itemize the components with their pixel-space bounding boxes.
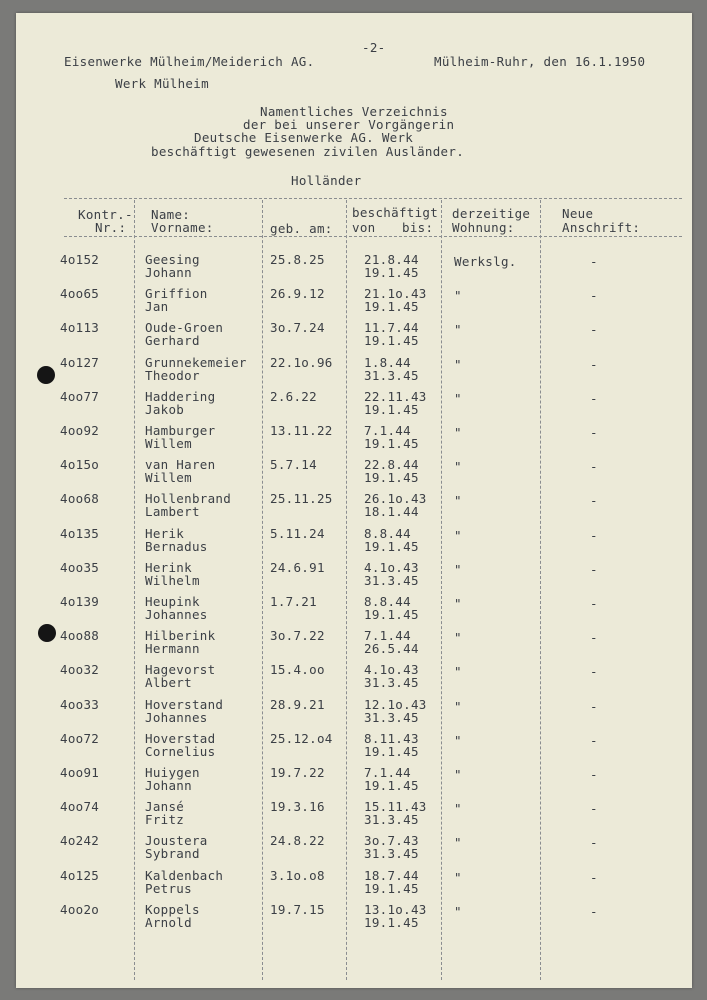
col-geb: geb. am:	[270, 221, 333, 236]
employed-from: 22.8.44	[364, 457, 419, 473]
current-residence: "	[454, 630, 462, 646]
birth-date: 1.7.21	[270, 594, 317, 609]
employed-until: 31.3.45	[364, 846, 419, 862]
kontr-nr: 4oo92	[60, 423, 100, 438]
employed-from: 21.1o.43	[364, 286, 427, 302]
employed-from: 4.1o.43	[364, 662, 419, 678]
employed-from: 26.1o.43	[364, 491, 427, 507]
first-name: Bernadus	[145, 538, 208, 554]
new-address: -	[590, 801, 598, 817]
surname: Huiygen	[145, 765, 200, 780]
table-row	[0, 766, 707, 800]
kontr-nr: 4o152	[60, 252, 100, 267]
employed-from: 1.8.44	[364, 354, 411, 370]
employed-from: 18.7.44	[364, 867, 419, 883]
birth-date: 3o.7.22	[270, 628, 325, 644]
kontr-nr: 4o125	[60, 867, 100, 883]
birth-date: 26.9.12	[270, 286, 325, 302]
table-rule-header	[64, 236, 682, 237]
new-address: -	[590, 356, 598, 372]
current-residence: "	[454, 732, 462, 748]
first-name: Gerhard	[145, 333, 200, 349]
first-name: Fritz	[145, 812, 185, 828]
employed-until: 19.1.45	[364, 333, 419, 349]
current-residence: "	[454, 664, 462, 680]
birth-date: 22.1o.96	[270, 354, 333, 370]
new-address: -	[590, 698, 598, 714]
new-address: -	[590, 493, 598, 509]
employed-from: 3o.7.43	[364, 833, 419, 849]
table-row	[0, 595, 707, 629]
kontr-nr: 4oo68	[60, 491, 100, 507]
employed-until: 26.5.44	[364, 641, 419, 657]
col-wohnung-line2: Wohnung:	[452, 220, 515, 235]
employed-until: 19.1.45	[364, 265, 419, 280]
table-row	[0, 800, 707, 834]
first-name: Cornelius	[145, 743, 216, 759]
employed-until: 19.1.45	[364, 778, 419, 793]
surname: Hollenbrand	[145, 491, 232, 507]
new-address: -	[590, 732, 598, 748]
kontr-nr: 4oo74	[60, 799, 100, 815]
new-address: -	[590, 527, 598, 543]
surname: van Haren	[145, 457, 216, 473]
table-row	[0, 663, 707, 697]
new-address: -	[590, 630, 598, 646]
kontr-nr: 4o127	[60, 354, 100, 370]
first-name: Jan	[145, 299, 169, 315]
current-residence: "	[454, 390, 462, 406]
employed-from: 8.8.44	[364, 594, 411, 609]
employed-until: 19.1.45	[364, 470, 419, 486]
employed-until: 31.3.45	[364, 709, 419, 725]
table-row	[0, 903, 707, 937]
surname: Koppels	[145, 901, 200, 917]
employed-from: 7.1.44	[364, 423, 411, 438]
place-date: Mülheim-Ruhr, den 16.1.1950	[434, 54, 646, 69]
current-residence: "	[454, 493, 462, 509]
employed-from: 12.1o.43	[364, 696, 427, 712]
birth-date: 25.8.25	[270, 252, 325, 267]
kontr-nr: 4oo65	[60, 286, 100, 302]
kontr-nr: 4o113	[60, 320, 100, 336]
current-residence: "	[454, 356, 462, 372]
table-row	[0, 356, 707, 390]
current-residence: "	[454, 288, 462, 304]
title-line-3: Deutsche Eisenwerke AG. Werk	[194, 130, 414, 145]
surname: Hagevorst	[145, 662, 216, 678]
new-address: -	[590, 561, 598, 577]
surname: Heupink	[145, 594, 200, 609]
first-name: Sybrand	[145, 846, 200, 862]
col-name-line2: Vorname:	[151, 220, 214, 235]
birth-date: 19.7.22	[270, 765, 325, 780]
kontr-nr: 4o139	[60, 594, 100, 609]
new-address: -	[590, 459, 598, 475]
employed-from: 4.1o.43	[364, 559, 419, 575]
surname: Hoverstad	[145, 730, 216, 746]
new-address: -	[590, 664, 598, 680]
current-residence: "	[454, 527, 462, 543]
kontr-nr: 4oo77	[60, 388, 100, 404]
surname: Herik	[145, 525, 185, 541]
new-address: -	[590, 767, 598, 782]
table-row	[0, 321, 707, 355]
table-row	[0, 834, 707, 868]
current-residence: "	[454, 903, 462, 919]
birth-date: 15.4.oo	[270, 662, 325, 678]
table-row	[0, 527, 707, 561]
surname: Hilberink	[145, 628, 216, 644]
table-row	[0, 287, 707, 321]
current-residence: "	[454, 561, 462, 577]
company-name: Eisenwerke Mülheim/Meiderich AG.	[64, 54, 315, 69]
employed-until: 18.1.44	[364, 504, 419, 520]
first-name: Lambert	[145, 504, 200, 520]
kontr-nr: 4oo91	[60, 765, 100, 780]
table-row	[0, 390, 707, 424]
birth-date: 19.7.15	[270, 901, 325, 917]
surname: Jansé	[145, 799, 185, 815]
table-row	[0, 561, 707, 595]
birth-date: 3o.7.24	[270, 320, 325, 336]
employed-from: 8.11.43	[364, 730, 419, 746]
new-address: -	[590, 425, 598, 440]
first-name: Willem	[145, 436, 192, 451]
nationality-heading: Holländer	[291, 173, 362, 188]
first-name: Johann	[145, 265, 192, 280]
col-kontr-line1: Kontr.-	[78, 207, 133, 222]
employed-from: 15.11.43	[364, 799, 427, 815]
table-row	[0, 424, 707, 458]
col-anschrift-line2: Anschrift:	[562, 220, 641, 235]
new-address: -	[590, 903, 598, 919]
surname: Kaldenbach	[145, 867, 224, 883]
employed-from: 7.1.44	[364, 765, 411, 780]
new-address: -	[590, 322, 598, 338]
new-address: -	[590, 596, 598, 611]
title-line-2: der bei unserer Vorgängerin	[243, 117, 455, 132]
first-name: Theodor	[145, 367, 200, 383]
employed-from: 7.1.44	[364, 628, 411, 644]
employed-from: 21.8.44	[364, 252, 419, 267]
kontr-nr: 4oo2o	[60, 901, 100, 917]
surname: Hamburger	[145, 423, 216, 438]
kontr-nr: 4o135	[60, 525, 100, 541]
col-anschrift-line1: Neue	[562, 206, 594, 221]
col-wohnung-line1: derzeitige	[452, 206, 531, 221]
employed-from: 11.7.44	[364, 320, 419, 336]
surname: Hoverstand	[145, 696, 224, 712]
birth-date: 5.11.24	[270, 525, 325, 541]
table-row	[0, 253, 707, 287]
surname: Herink	[145, 559, 192, 575]
surname: Haddering	[145, 388, 216, 404]
employed-until: 19.1.45	[364, 607, 419, 622]
first-name: Arnold	[145, 914, 192, 930]
birth-date: 3.1o.o8	[270, 867, 325, 883]
birth-date: 28.9.21	[270, 696, 325, 712]
new-address: -	[590, 869, 598, 885]
first-name: Jakob	[145, 401, 185, 417]
employed-until: 31.3.45	[364, 367, 419, 383]
first-name: Johannes	[145, 709, 208, 725]
birth-date: 24.6.91	[270, 559, 325, 575]
employed-until: 19.1.45	[364, 743, 419, 759]
employed-until: 19.1.45	[364, 436, 419, 451]
kontr-nr: 4oo72	[60, 730, 100, 746]
current-residence: "	[454, 596, 462, 611]
employed-until: 31.3.45	[364, 572, 419, 588]
kontr-nr: 4oo33	[60, 696, 100, 712]
birth-date: 2.6.22	[270, 388, 317, 404]
current-residence: "	[454, 698, 462, 714]
birth-date: 13.11.22	[270, 423, 333, 438]
birth-date: 25.12.o4	[270, 730, 333, 746]
employed-until: 31.3.45	[364, 812, 419, 828]
surname: Oude-Groen	[145, 320, 224, 336]
title-line-1: Namentliches Verzeichnis	[260, 104, 448, 119]
birth-date: 24.8.22	[270, 833, 325, 849]
table-row	[0, 869, 707, 903]
current-residence: "	[454, 835, 462, 851]
new-address: -	[590, 390, 598, 406]
first-name: Johann	[145, 778, 192, 793]
surname: Griffion	[145, 286, 208, 302]
table-row	[0, 492, 707, 526]
current-residence: Werkslg.	[454, 254, 517, 269]
kontr-nr: 4oo35	[60, 559, 100, 575]
current-residence: "	[454, 459, 462, 475]
employed-from: 22.11.43	[364, 388, 427, 404]
first-name: Petrus	[145, 880, 192, 896]
current-residence: "	[454, 801, 462, 817]
table-row	[0, 698, 707, 732]
birth-date: 19.3.16	[270, 799, 325, 815]
employed-from: 8.8.44	[364, 525, 411, 541]
current-residence: "	[454, 869, 462, 885]
table-row	[0, 732, 707, 766]
employed-until: 31.3.45	[364, 675, 419, 691]
birth-date: 25.11.25	[270, 491, 333, 507]
first-name: Albert	[145, 675, 192, 691]
col-besch-line1: beschäftigt	[352, 205, 439, 220]
col-besch-von: von	[352, 220, 376, 235]
table-row	[0, 458, 707, 492]
first-name: Willem	[145, 470, 192, 486]
table-rule-top	[64, 198, 682, 199]
col-kontr-line2: Nr.:	[95, 220, 127, 235]
new-address: -	[590, 288, 598, 304]
employed-until: 19.1.45	[364, 880, 419, 896]
employed-until: 19.1.45	[364, 914, 419, 930]
employed-until: 19.1.45	[364, 299, 419, 315]
first-name: Hermann	[145, 641, 200, 657]
first-name: Johannes	[145, 607, 208, 622]
employed-until: 19.1.45	[364, 401, 419, 417]
current-residence: "	[454, 322, 462, 338]
table-row	[0, 629, 707, 663]
plant-name: Werk Mülheim	[115, 76, 209, 91]
birth-date: 5.7.14	[270, 457, 317, 473]
employed-from: 13.1o.43	[364, 901, 427, 917]
current-residence: "	[454, 425, 462, 440]
first-name: Wilhelm	[145, 572, 200, 588]
kontr-nr: 4oo32	[60, 662, 100, 678]
current-residence: "	[454, 767, 462, 782]
kontr-nr: 4o15o	[60, 457, 100, 473]
page-number: -2-	[362, 40, 386, 55]
kontr-nr: 4oo88	[60, 628, 100, 644]
col-name-line1: Name:	[151, 207, 191, 222]
title-line-4: beschäftigt gewesenen zivilen Ausländer.	[151, 144, 465, 159]
employed-until: 19.1.45	[364, 538, 419, 554]
surname: Joustera	[145, 833, 208, 849]
new-address: -	[590, 835, 598, 851]
col-besch-bis: bis:	[402, 220, 434, 235]
surname: Grunnekemeier	[145, 354, 247, 370]
surname: Geesing	[145, 252, 200, 267]
kontr-nr: 4o242	[60, 833, 100, 849]
new-address: -	[590, 254, 598, 269]
